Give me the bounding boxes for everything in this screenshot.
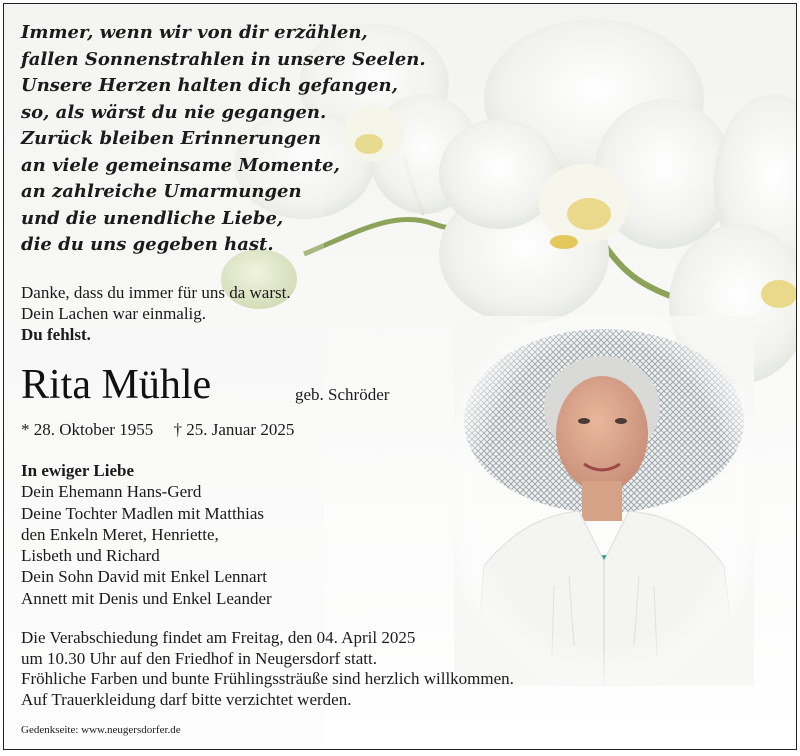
- poem-line: Zurück bleiben Erinnerungen: [21, 128, 322, 149]
- thanks-line: Dein Lachen war einmalig.: [21, 304, 207, 323]
- family-member: den Enkeln Meret, Henriette,: [21, 524, 219, 544]
- memorial-page-link[interactable]: Gedenkseite: www.neugersdorfer.de: [21, 724, 181, 736]
- poem-line: fallen Sonnenstrahlen in unsere Seelen.: [21, 48, 426, 70]
- maiden-name: geb. Schröder: [295, 385, 390, 404]
- poem-line: Immer, wenn wir von dir erzählen,: [21, 22, 368, 43]
- funeral-notice: [21, 628, 514, 710]
- funeral-line: Auf Trauerkleidung darf bitte verzichtet werden.: [21, 689, 352, 709]
- family-member: Lisbeth und Richard: [21, 546, 160, 566]
- poem-line: an viele gemeinsame Momente,: [21, 154, 340, 176]
- birth-date: * 28. Oktober 1955: [21, 420, 154, 439]
- family-member: Dein Sohn David mit Enkel Lennart: [21, 567, 267, 587]
- obituary-card: [3, 3, 797, 750]
- funeral-line: Fröhliche Farben und bunte Frühlingssträuße sind herzlich willkommen.: [21, 669, 514, 688]
- poem: [21, 20, 426, 259]
- family-list: [21, 460, 272, 609]
- thanks-line: Danke, dass du immer für uns da warst.: [21, 283, 291, 302]
- poem-line: so, als wärst du nie gegangen.: [21, 101, 327, 123]
- thanks-line-bold: Du fehlst.: [21, 325, 91, 344]
- death-date: † 25. Januar 2025: [173, 420, 295, 439]
- funeral-line: Die Verabschiedung findet am Freitag, den 04. April 2025: [21, 628, 416, 647]
- family-member: Annett mit Denis und Enkel Leander: [21, 588, 272, 608]
- life-dates: [21, 420, 310, 440]
- poem-line: an zahlreiche Umarmungen: [21, 181, 302, 202]
- deceased-name: Rita Mühle: [21, 362, 212, 408]
- family-heading: In ewiger Liebe: [21, 461, 135, 480]
- funeral-line: um 10.30 Uhr auf den Friedhof in Neugersdorf statt.: [21, 648, 377, 668]
- family-member: Deine Tochter Madlen mit Matthias: [21, 503, 265, 523]
- poem-line: Unsere Herzen halten dich gefangen,: [21, 75, 398, 96]
- family-member: Dein Ehemann Hans-Gerd: [21, 482, 202, 502]
- poem-line: und die unendliche Liebe,: [21, 207, 284, 229]
- poem-line: die du uns gegeben hast.: [21, 234, 274, 255]
- thanks-text: [21, 282, 291, 345]
